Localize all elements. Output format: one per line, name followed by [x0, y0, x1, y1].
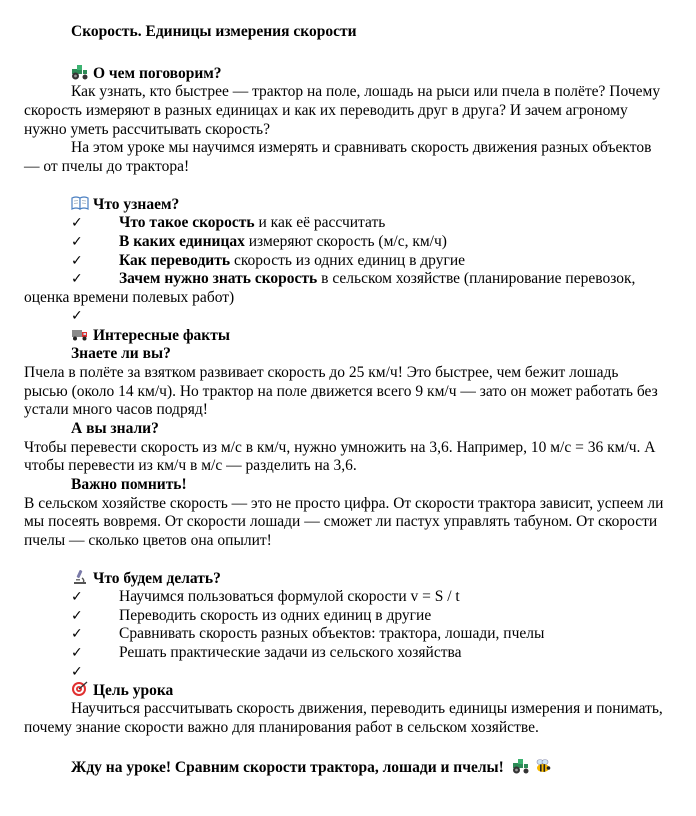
fact-1-line-2: рысью (около 14 км/ч). Но трактор на поле движется всего 9 км/ч — зато он может работать без: [24, 383, 658, 400]
learn-item-1-text: и как её рассчитать: [254, 214, 386, 231]
learn-heading-row: [71, 195, 179, 215]
learn-item-4-bold: Зачем нужно знать скорость: [119, 270, 318, 287]
learn-item-2-text: измеряют скорость (м/с, км/ч): [244, 233, 447, 250]
fact-3-line-2: мы посеять вовремя. От скорости лошади — сможет ли пастух управлять табуном. От скорости: [24, 513, 658, 530]
check-icon: ✓: [71, 234, 83, 250]
fact-2-title: А вы знали?: [71, 420, 159, 437]
do-heading: Что будем делать?: [93, 570, 221, 587]
intro-heading: О чем поговорим?: [93, 65, 222, 82]
tractor-icon: [512, 758, 530, 774]
intro-p2-line-2: — от пчелы до трактора!: [24, 158, 190, 175]
goal-line-2: почему знание скорости важно для планирования работ в сельском хозяйстве.: [24, 719, 539, 736]
check-icon: ✓: [71, 664, 83, 680]
closing-row: [71, 758, 556, 778]
intro-p2-line-1: На этом уроке мы научимся измерять и сравнивать скорость движения разных объектов: [71, 139, 652, 156]
do-item-3: Сравнивать скорость разных объектов: трактора, лошади, пчелы: [119, 625, 545, 642]
bee-icon: [534, 758, 552, 774]
intro-heading-row: [71, 64, 222, 84]
intro-p1-line-1: Как узнать, кто быстрее — трактор на поле, лошадь на рыси или пчела в полёте? Почему: [71, 83, 661, 100]
truck-icon: [71, 326, 89, 342]
learn-item-3-text: скорость из одних единиц в другие: [230, 252, 466, 269]
facts-heading-row: [71, 326, 230, 346]
goal-heading: Цель урока: [93, 682, 174, 699]
fact-1-title: Знаете ли вы?: [71, 345, 171, 362]
do-item-4: Решать практические задачи из сельского хозяйства: [119, 644, 462, 661]
check-icon: ✓: [71, 645, 83, 661]
intro-p1-line-2: скорость измеряют в разных единицах и как их переводить друг в друга? И зачем агроному: [24, 102, 628, 119]
do-heading-row: [71, 569, 221, 589]
fact-1-line-3: устали много часов подряд!: [24, 401, 208, 418]
learn-item-2: [119, 233, 447, 252]
fact-2-line-2: чтобы перевести из км/ч в м/с — разделить на 3,6.: [24, 457, 357, 474]
fact-1-line-1: Пчела в полёте за взятком развивает скорость до 25 км/ч! Это быстрее, чем бежит лошадь: [24, 364, 619, 381]
target-icon: [71, 681, 89, 697]
check-icon: ✓: [71, 626, 83, 642]
document-title: Скорость. Единицы измерения скорости: [71, 23, 357, 40]
closing-text: Жду на уроке! Сравним скорости трактора, лошади и пчелы!: [71, 759, 504, 776]
learn-item-3-bold: Как переводить: [119, 252, 231, 269]
fact-3-line-3: пчелы — сколько цветов она опылит!: [24, 532, 272, 549]
goal-heading-row: [71, 681, 173, 701]
learn-heading: Что узнаем?: [93, 196, 180, 213]
check-icon: ✓: [71, 215, 83, 231]
fact-2-line-1: Чтобы перевести скорость из м/с в км/ч, нужно умножить на 3,6. Например, 10 м/с = 36 км/ч. А: [24, 439, 656, 456]
learn-item-1: [119, 214, 385, 233]
fact-3-title: Важно помнить!: [71, 476, 187, 493]
microscope-icon: [71, 569, 89, 585]
learn-item-2-bold: В каких единицах: [119, 233, 245, 250]
learn-item-1-bold: Что такое скорость: [119, 214, 255, 231]
learn-item-4-continuation: оценка времени полевых работ): [24, 289, 235, 306]
tractor-icon: [71, 64, 89, 80]
open-book-icon: [71, 195, 89, 211]
do-item-1: Научимся пользоваться формулой скорости v = S / t: [119, 588, 460, 605]
check-icon: ✓: [71, 253, 83, 269]
facts-heading: Интересные факты: [93, 327, 230, 344]
learn-item-3: [119, 252, 465, 271]
goal-line-1: Научиться рассчитывать скорость движения, переводить единицы измерения и понимать,: [71, 700, 663, 717]
check-icon: ✓: [71, 608, 83, 624]
check-icon: ✓: [71, 308, 83, 324]
fact-3-line-1: В сельском хозяйстве скорость — это не просто цифра. От скорости трактора зависит, успеем ли: [24, 495, 664, 512]
do-item-2: Переводить скорость из одних единиц в другие: [119, 607, 432, 624]
check-icon: ✓: [71, 271, 83, 287]
learn-item-4: [119, 270, 635, 289]
check-icon: ✓: [71, 589, 83, 605]
intro-p1-line-3: нужно уметь рассчитывать скорость?: [24, 121, 270, 138]
learn-item-4-text: в сельском хозяйстве (планирование перевозок,: [317, 270, 636, 287]
